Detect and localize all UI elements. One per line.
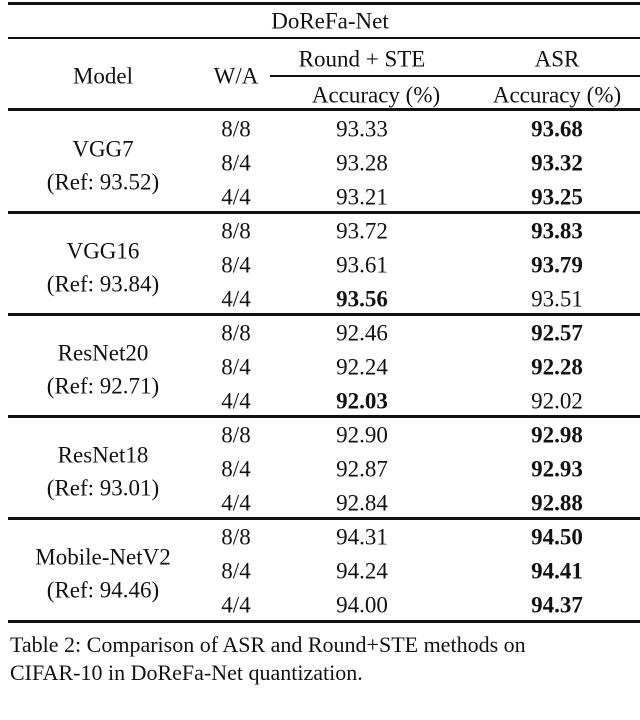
header-rule xyxy=(8,108,640,111)
model-reference: (Ref: 94.46) xyxy=(46,577,160,603)
wa-cell: 4/4 xyxy=(221,490,251,516)
wa-cell: 4/4 xyxy=(221,184,251,210)
wa-cell: 4/4 xyxy=(221,592,251,618)
round-ste-accuracy: 93.28 xyxy=(336,150,388,176)
group-rule xyxy=(8,517,640,520)
asr-accuracy: 92.88 xyxy=(531,490,583,516)
round-ste-accuracy: 92.90 xyxy=(336,422,388,448)
model-reference: (Ref: 93.52) xyxy=(46,169,160,195)
round-ste-accuracy: 94.31 xyxy=(336,524,388,550)
round-ste-accuracy: 92.03 xyxy=(336,388,388,414)
round-ste-accuracy: 94.00 xyxy=(336,592,388,618)
asr-accuracy: 94.50 xyxy=(531,524,583,550)
round-ste-accuracy: 93.33 xyxy=(336,116,388,142)
wa-cell: 8/8 xyxy=(221,116,251,142)
wa-cell: 8/4 xyxy=(221,558,251,584)
wa-cell: 4/4 xyxy=(221,388,251,414)
group-rule xyxy=(8,415,640,418)
model-name: Mobile-NetV2 xyxy=(35,544,171,570)
header-accuracy-ste: Accuracy (%) xyxy=(311,82,441,108)
round-ste-accuracy: 92.46 xyxy=(336,320,388,346)
model-name: ResNet18 xyxy=(57,442,149,468)
table-title: DoReFa-Net xyxy=(271,8,389,34)
wa-cell: 8/8 xyxy=(221,218,251,244)
round-ste-accuracy: 93.61 xyxy=(336,252,388,278)
group-rule xyxy=(8,211,640,214)
model-reference: (Ref: 93.84) xyxy=(46,271,160,297)
model-name: ResNet20 xyxy=(57,340,149,366)
caption-line-2: CIFAR-10 in DoReFa-Net quantization. xyxy=(10,660,363,685)
asr-accuracy: 92.57 xyxy=(531,320,583,346)
asr-accuracy: 93.79 xyxy=(531,252,583,278)
model-name: VGG7 xyxy=(72,136,134,162)
asr-accuracy: 92.93 xyxy=(531,456,583,482)
wa-cell: 8/8 xyxy=(221,524,251,550)
caption-line-1: Table 2: Comparison of ASR and Round+STE methods on xyxy=(10,632,526,657)
model-reference: (Ref: 92.71) xyxy=(46,373,160,399)
round-ste-accuracy: 92.84 xyxy=(336,490,388,516)
round-ste-accuracy: 93.72 xyxy=(336,218,388,244)
wa-cell: 8/4 xyxy=(221,150,251,176)
model-reference: (Ref: 93.01) xyxy=(46,475,160,501)
round-ste-accuracy: 93.21 xyxy=(336,184,388,210)
wa-cell: 8/8 xyxy=(221,422,251,448)
header-model: Model xyxy=(72,63,134,89)
asr-accuracy: 93.83 xyxy=(531,218,583,244)
header-cline xyxy=(270,75,640,77)
round-ste-accuracy: 93.56 xyxy=(336,286,388,312)
header-asr: ASR xyxy=(534,46,580,72)
wa-cell: 8/4 xyxy=(221,252,251,278)
asr-accuracy: 92.28 xyxy=(531,354,583,380)
asr-accuracy: 93.68 xyxy=(531,116,583,142)
asr-accuracy: 94.37 xyxy=(531,592,583,618)
wa-cell: 8/4 xyxy=(221,354,251,380)
top-rule xyxy=(8,2,640,5)
asr-accuracy: 93.25 xyxy=(531,184,583,210)
asr-accuracy: 93.51 xyxy=(531,286,583,312)
model-name: VGG16 xyxy=(66,238,140,264)
round-ste-accuracy: 92.24 xyxy=(336,354,388,380)
wa-cell: 8/8 xyxy=(221,320,251,346)
round-ste-accuracy: 92.87 xyxy=(336,456,388,482)
round-ste-accuracy: 94.24 xyxy=(336,558,388,584)
bottom-rule xyxy=(8,620,640,623)
group-rule xyxy=(8,313,640,316)
title-rule xyxy=(8,37,640,39)
asr-accuracy: 92.02 xyxy=(531,388,583,414)
header-wa: W/A xyxy=(213,63,259,89)
wa-cell: 8/4 xyxy=(221,456,251,482)
asr-accuracy: 94.41 xyxy=(531,558,583,584)
asr-accuracy: 93.32 xyxy=(531,150,583,176)
wa-cell: 4/4 xyxy=(221,286,251,312)
header-accuracy-asr: Accuracy (%) xyxy=(492,82,622,108)
header-round-ste: Round + STE xyxy=(298,46,426,72)
asr-accuracy: 92.98 xyxy=(531,422,583,448)
